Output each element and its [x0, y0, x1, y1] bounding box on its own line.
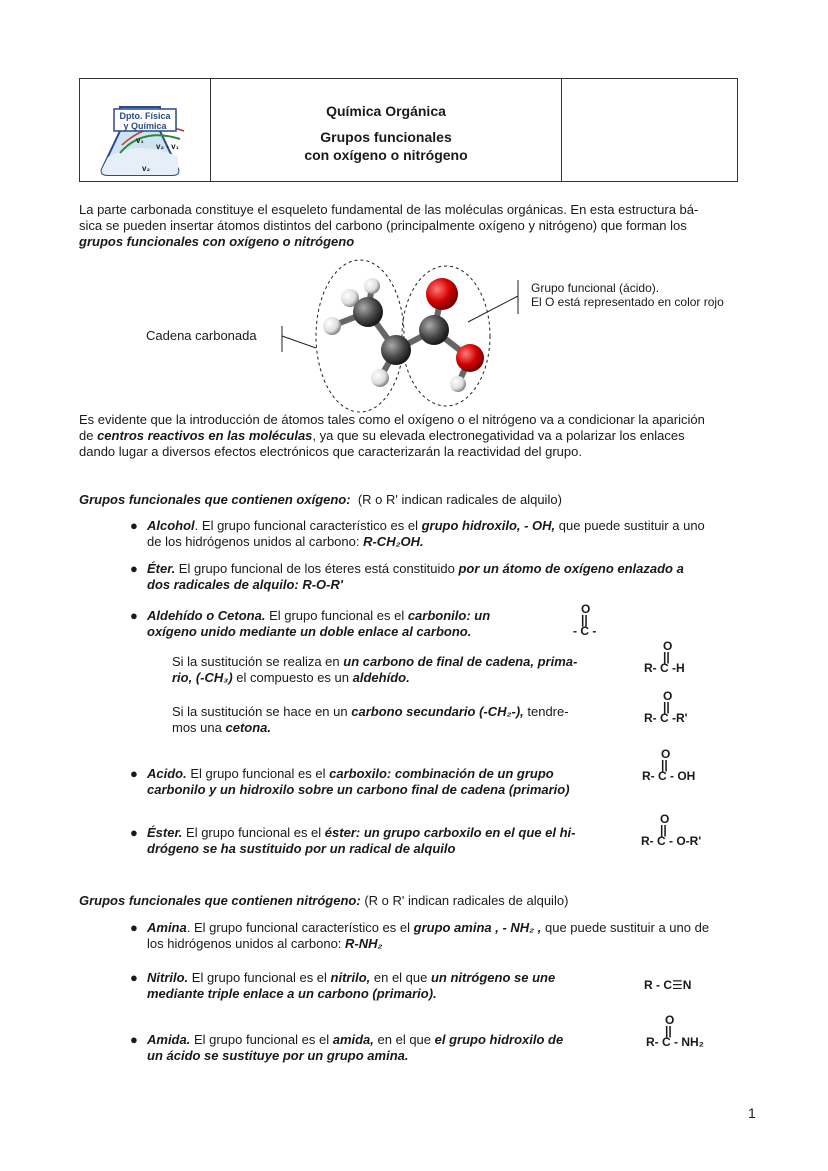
hydrogen-atom [450, 376, 466, 392]
intro-line-1: La parte carbonada constituye el esqueleto fundamental de las moléculas orgánicas. En esta estructura bá- [79, 202, 699, 217]
page-title: Química Orgánica [326, 103, 446, 119]
para2-line-1: Es evidente que la introducción de átomos tales como el oxígeno o el nitrógeno va a condicionar la aparición [79, 412, 705, 427]
bullet-icon: ● [130, 970, 138, 985]
aldehyde-formula: O || R- C -H [644, 639, 685, 675]
department-logo [80, 79, 211, 181]
nitrogen-section-heading: Grupos funcionales que contienen nitrógeno: (R o R' indican radicales de alquilo) [79, 893, 569, 908]
alcohol-line-2: de los hidrógenos unidos al carbono: R-CH₂OH. [147, 534, 424, 549]
logo-vector-1: v₁ [136, 136, 144, 145]
eter-line-1: Éter. El grupo funcional de los éteres está constituido por un átomo de oxígeno enlazado a [147, 561, 684, 576]
page-number: 1 [748, 1105, 756, 1121]
nitrilo-line-1: Nitrilo. El grupo funcional es el nitrilo, en el que un nitrógeno se une [147, 970, 556, 985]
acido-line-1: Acido. El grupo funcional es el carboxilo: combinación de un grupo [147, 766, 554, 781]
para2-line-3: dando lugar a diversos efectos electrónicos que caracterizarán la reactividad del grupo. [79, 444, 582, 459]
amide-formula: O || R- C - NH₂ [646, 1013, 704, 1049]
bullet-icon: ● [130, 1032, 138, 1047]
oxygen-atom [456, 344, 484, 372]
amida-line-2: un ácido se sustituye por un grupo amina. [147, 1048, 409, 1063]
eter-line-2: dos radicales de alquilo: R-O-R' [147, 577, 343, 592]
para2-line-2: de centros reactivos en las moléculas, ya que su elevada electronegatividad va a polarizar los enlaces [79, 428, 685, 443]
intro-line-3: grupos funcionales con oxígeno o nitrógeno [79, 234, 355, 249]
aldehido-line-2: oxígeno unido mediante un doble enlace al carbono. [147, 624, 472, 639]
carbon-atom [381, 335, 411, 365]
logo-text-line2: y Química [123, 121, 167, 131]
page-subtitle-2: con oxígeno o nitrógeno [304, 147, 468, 163]
aldehido-sub-line-1: Si la sustitución se realiza en un carbono de final de cadena, prima- [172, 654, 578, 669]
label-functional-group-1: Grupo funcional (ácido). [531, 281, 660, 295]
hydrogen-atom [371, 369, 389, 387]
nitrile-formula: R - C☰N [644, 978, 692, 992]
header-table [79, 78, 738, 182]
nitrilo-line-2: mediante triple enlace a un carbono (primario). [147, 986, 437, 1001]
cetona-sub-line-2: mos una cetona. [172, 720, 271, 735]
ester-line-2: drógeno se ha sustituido por un radical de alquilo [147, 841, 456, 856]
amida-line-1: Amida. El grupo funcional es el amida, en el que el grupo hidroxilo de [147, 1032, 564, 1047]
acid-formula: O || R- C - OH [642, 747, 696, 783]
pointer-line-group [468, 296, 518, 322]
label-carbon-chain: Cadena carbonada [146, 328, 257, 343]
amina-line-1: Amina. El grupo funcional característico es el grupo amina , - NH₂ , que puede sustituir a uno de [147, 920, 710, 935]
empty-header-cell [562, 79, 737, 181]
aldehido-sub-line-2: rio, (-CH₃) el compuesto es un aldehído. [172, 670, 410, 685]
bullet-icon: ● [130, 608, 138, 623]
hydrogen-atom [323, 317, 341, 335]
logo-vector-3: v₂ [142, 164, 151, 173]
pointer-line-chain [282, 336, 316, 348]
page-subtitle-1: Grupos funcionales [320, 129, 452, 145]
ester-formula: O || R- C - O-R' [641, 812, 702, 848]
logo-text-line1: Dpto. Física [119, 111, 171, 121]
bullet-icon: ● [130, 561, 138, 576]
acido-line-2: carbonilo y un hidroxilo sobre un carbono final de cadena (primario) [147, 782, 570, 797]
alcohol-line-1: Alcohol. El grupo funcional característico es el grupo hidroxilo, - OH, que puede sustituir a uno [147, 518, 705, 533]
amina-line-2: los hidrógenos unidos al carbono: R-NH₂ [147, 936, 383, 951]
molecule-diagram [270, 256, 535, 416]
label-functional-group-2: El O está representado en color rojo [531, 295, 724, 309]
ketone-formula: O || R- C -R' [644, 689, 688, 725]
oxygen-section-heading: Grupos funcionales que contienen oxígeno: (R o R' indican radicales de alquilo) [79, 492, 562, 507]
bullet-icon: ● [130, 920, 138, 935]
carbonyl-formula: O || - C - [573, 602, 597, 638]
oxygen-atom [426, 278, 458, 310]
hydrogen-atom [364, 278, 380, 294]
logo-vector-2: v₂ - v₁ [156, 142, 179, 151]
logo-cell [80, 79, 211, 181]
carbon-atom [419, 315, 449, 345]
bullet-icon: ● [130, 518, 138, 533]
bullet-icon: ● [130, 766, 138, 781]
cetona-sub-line-1: Si la sustitución se hace en un carbono secundario (-CH₂-), tendre- [172, 704, 569, 719]
aldehido-line-1: Aldehído o Cetona. El grupo funcional es el carbonilo: un [147, 608, 491, 623]
carbon-atom [353, 297, 383, 327]
ester-line-1: Éster. El grupo funcional es el éster: un grupo carboxilo en el que el hi- [147, 825, 576, 840]
intro-line-2: sica se pueden insertar átomos distintos del carbono (principalmente oxígeno y nitrógeno) que forman los [79, 218, 687, 233]
title-cell [211, 79, 562, 181]
bullet-icon: ● [130, 825, 138, 840]
